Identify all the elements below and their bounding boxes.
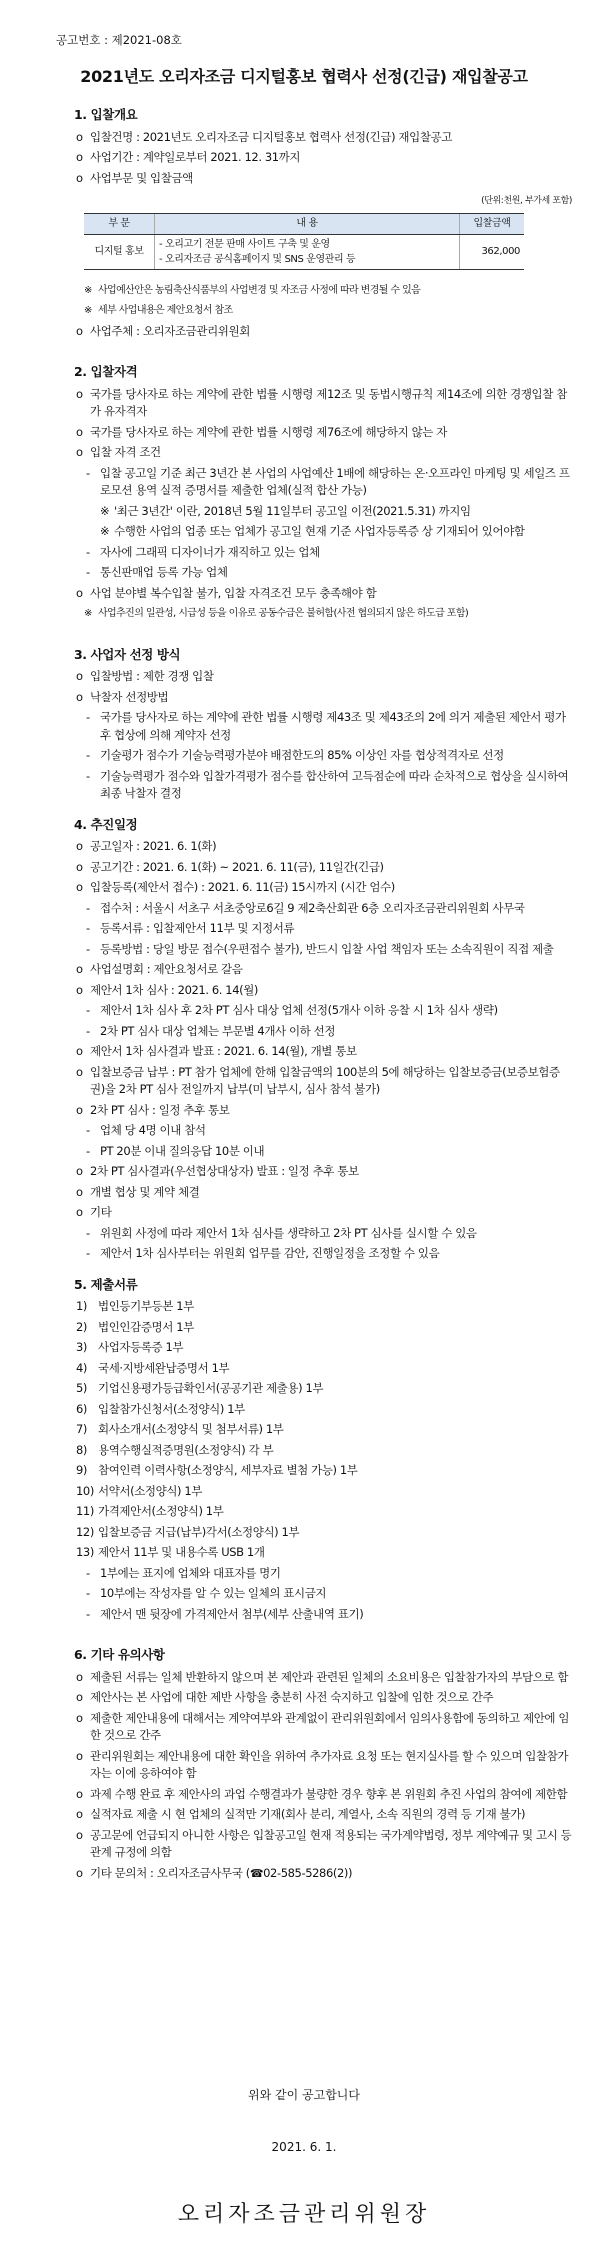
list-item bbox=[76, 1245, 574, 1263]
list-item bbox=[76, 444, 574, 462]
list-item bbox=[76, 689, 574, 707]
list-item bbox=[76, 386, 574, 421]
list-item-text: 기타 bbox=[90, 1205, 112, 1219]
bullet-marker: - bbox=[86, 921, 90, 935]
list-item-text: 법인인감증명서 1부 bbox=[98, 1319, 194, 1334]
list-item-text: 제안서 11부 및 내용수록 USB 1개 bbox=[98, 1545, 265, 1559]
list-item-text: 낙찰자 선정방법 bbox=[90, 689, 169, 704]
list-item bbox=[76, 1748, 574, 1783]
list-item bbox=[76, 605, 574, 623]
bullet-marker: - bbox=[86, 1023, 90, 1038]
bullet-marker: o bbox=[76, 1710, 83, 1725]
bullet-marker: - bbox=[86, 1565, 90, 1580]
list-item-text: 수행한 사업의 업종 또는 업체가 공고일 현재 기준 사업자등록증 상 기재되어 있어야함 bbox=[114, 524, 525, 538]
list-item-text: 입찰 공고일 기준 최근 3년간 본 사업의 사업예산 1배에 해당하는 온·오프라인 마케팅 및 세일즈 프로모션 용역 실적 증명서를 제출한 업체(실적 합산 가능) bbox=[100, 465, 570, 497]
list-item bbox=[76, 544, 574, 562]
amount-cell: 362,000 bbox=[460, 234, 525, 269]
section-title: 1. 입찰개요 bbox=[74, 107, 138, 122]
section-title: 4. 추진일정 bbox=[74, 816, 138, 832]
division-cell: 디지털 홍보 bbox=[84, 234, 155, 269]
bullet-marker: - bbox=[86, 544, 90, 559]
list-item bbox=[76, 1503, 574, 1521]
list-item-text: 기업신용평가등급확인서(공공기관 제출용) 1부 bbox=[98, 1381, 324, 1395]
table-header: 부 문 bbox=[84, 213, 155, 234]
section-items bbox=[76, 129, 574, 188]
bid-amount-table bbox=[84, 213, 524, 270]
bullet-marker: o bbox=[76, 1827, 83, 1842]
list-item bbox=[76, 1143, 574, 1161]
note-item bbox=[76, 302, 574, 320]
note-marker: ※ bbox=[84, 284, 92, 296]
list-item-text: 국가를 당사자로 하는 계약에 관한 법률 시행령 제76조에 해당하지 않는 자 bbox=[90, 424, 447, 439]
list-item bbox=[76, 1669, 574, 1687]
list-item-text: 공고기간 : 2021. 6. 1(화) ~ 2021. 6. 11(금), 11일간(긴급) bbox=[90, 859, 384, 874]
table-header: 입찰금액 bbox=[460, 213, 525, 234]
list-item-text: 입찰보증금 지급(납부)각서(소정양식) 1부 bbox=[98, 1524, 300, 1539]
list-item bbox=[76, 564, 574, 582]
list-item bbox=[76, 1827, 574, 1862]
note-marker: ※ bbox=[84, 305, 92, 316]
list-item bbox=[76, 149, 574, 167]
list-item bbox=[76, 1524, 574, 1542]
list-item-text: 등록서류 : 입찰제안서 11부 및 지정서류 bbox=[100, 921, 295, 935]
bullet-marker: o bbox=[76, 150, 83, 164]
section-title: 2. 입찰자격 bbox=[74, 364, 138, 379]
list-item bbox=[76, 1544, 574, 1562]
section-selection bbox=[76, 646, 574, 803]
section-items bbox=[76, 1298, 574, 1623]
list-item bbox=[76, 900, 574, 918]
section-items bbox=[76, 838, 574, 1263]
list-item-text: 접수처 : 서울시 서초구 서초중앙로6길 9 제2축산회관 6층 오리자조금관리위원회 사무국 bbox=[100, 900, 525, 915]
bullet-marker: o bbox=[76, 1044, 83, 1058]
list-item-text: 제안서 1차 심사 후 2차 PT 심사 대상 업체 선정(5개사 이하 응찰 시 1차 심사 생략) bbox=[100, 1003, 498, 1017]
bullet-marker: o bbox=[76, 880, 83, 894]
list-item-text: 사업주체 : 오리자조금관리위원회 bbox=[90, 323, 250, 338]
list-item bbox=[76, 709, 574, 744]
section-documents bbox=[76, 1276, 574, 1624]
list-item-text: 사업부문 및 입찰금액 bbox=[90, 170, 193, 185]
bullet-marker: 1) bbox=[76, 1299, 88, 1313]
list-item-text: 제출한 제안내용에 대해서는 계약여부와 관계없이 관리위원회에서 임의사용함에 동의하고 제안에 임한 것으로 간주 bbox=[90, 1710, 570, 1742]
list-item bbox=[76, 1204, 574, 1222]
list-item bbox=[76, 1380, 574, 1398]
list-item-text: 입찰보증금 납부 : PT 참가 업체에 한해 입찰금액의 100분의 5에 해당하는 입찰보증금(보증보험증권)을 2차 PT 심사 전일까지 납부(미 납부시, 심사 참석 불가) bbox=[90, 1064, 560, 1096]
list-item-text: 제안서 1차 심사 : 2021. 6. 14(월) bbox=[90, 982, 258, 997]
section-title: 3. 사업자 선정 방식 bbox=[74, 646, 181, 662]
bullet-marker: o bbox=[76, 386, 83, 401]
bullet-marker: 12) bbox=[76, 1524, 94, 1539]
contact-phone: 02-585-5286(2) bbox=[263, 1865, 348, 1880]
list-item-text: 참여인력 이력사항(소정양식, 세부자료 별첨 가능) 1부 bbox=[98, 1463, 358, 1477]
list-item-text: 통신판매업 등록 가능 업체 bbox=[100, 565, 228, 579]
table-row bbox=[84, 234, 524, 269]
table-header-row bbox=[84, 213, 524, 234]
bullet-marker: 2) bbox=[76, 1319, 88, 1334]
bullet-marker: - bbox=[86, 710, 90, 724]
bullet-marker: o bbox=[76, 129, 83, 144]
list-item bbox=[76, 1339, 574, 1357]
list-item-text: 기술평가 점수가 기술능력평가분야 배점한도의 85% 이상인 자를 협상적격자로 선정 bbox=[100, 748, 504, 762]
section-overview bbox=[76, 106, 574, 340]
bullet-marker: o bbox=[76, 962, 83, 976]
list-item-text: 관리위원회는 제안내용에 대한 확인을 위하여 추가자료 요청 또는 현지실사를 할 수 있으며 입찰참가자는 이에 응하여야 함 bbox=[90, 1748, 569, 1780]
list-item bbox=[76, 838, 574, 856]
bullet-marker: o bbox=[76, 585, 83, 600]
list-item-text: 사업설명회 : 제안요청서로 갈음 bbox=[90, 962, 243, 976]
bullet-marker: - bbox=[86, 768, 90, 783]
list-item-text: 입찰 자격 조건 bbox=[90, 445, 161, 459]
list-item-text: 업체 당 4명 이내 참석 bbox=[100, 1123, 206, 1137]
notice-body bbox=[76, 106, 574, 1885]
section-title: 6. 기타 유의사항 bbox=[74, 1647, 165, 1662]
list-item bbox=[76, 1565, 574, 1583]
list-item bbox=[76, 1689, 574, 1707]
bullet-marker: o bbox=[76, 445, 83, 459]
list-item bbox=[76, 1483, 574, 1501]
bullet-marker: - bbox=[86, 900, 90, 915]
bullet-marker: - bbox=[86, 465, 90, 480]
bullet-marker: - bbox=[86, 1586, 90, 1600]
bullet-marker: - bbox=[86, 1123, 90, 1137]
list-item bbox=[76, 1710, 574, 1745]
content-line: - 오리고기 전문 판매 사이트 구축 및 운영 bbox=[159, 238, 330, 250]
list-item-text: 2차 PT 심사결과(우선협상대상자) 발표 : 일정 추후 통보 bbox=[90, 1164, 359, 1178]
bullet-marker: - bbox=[86, 1003, 90, 1017]
bullet-marker: ※ bbox=[100, 524, 110, 538]
list-item-text: 개별 협상 및 계약 체결 bbox=[90, 1184, 200, 1199]
list-item-text: 사업자등록증 1부 bbox=[98, 1340, 184, 1354]
list-item bbox=[76, 1421, 574, 1439]
list-item-text: 서약서(소정양식) 1부 bbox=[98, 1483, 203, 1498]
list-item bbox=[76, 323, 574, 341]
list-item-text: 실적자료 제출 시 현 업체의 실적만 기재(회사 분리, 계열사, 소속 직원의 경력 등 기재 불가) bbox=[90, 1807, 526, 1821]
bullet-marker: - bbox=[86, 748, 90, 762]
bullet-marker: o bbox=[76, 1786, 83, 1801]
bullet-marker: 5) bbox=[76, 1381, 88, 1395]
bullet-marker: 9) bbox=[76, 1463, 88, 1477]
bullet-marker: o bbox=[76, 1064, 83, 1079]
bullet-marker: 10) bbox=[76, 1483, 94, 1498]
list-item-text: 입찰방법 : 제한 경쟁 입찰 bbox=[90, 669, 214, 683]
list-item-text: 입찰건명 : 2021년도 오리자조금 디지털홍보 협력사 선정(긴급) 재입찰공고 bbox=[90, 129, 452, 144]
bullet-marker: o bbox=[76, 839, 83, 853]
list-item bbox=[76, 523, 574, 541]
bullet-marker: 8) bbox=[76, 1442, 88, 1457]
list-item-text: 제안서 맨 뒷장에 가격제안서 첨부(세부 산출내역 표기) bbox=[100, 1606, 364, 1621]
section-notes bbox=[76, 282, 574, 320]
bullet-marker: o bbox=[76, 1690, 83, 1704]
list-item bbox=[76, 503, 574, 521]
list-item bbox=[76, 1360, 574, 1378]
list-item bbox=[76, 585, 574, 603]
list-item bbox=[76, 1043, 574, 1061]
bullet-marker: o bbox=[76, 1102, 83, 1117]
section-items bbox=[76, 386, 574, 623]
list-item-text: PT 20분 이내 질의응답 10분 이내 bbox=[100, 1143, 265, 1158]
list-item bbox=[76, 879, 574, 897]
list-item-text: 10부에는 작성자를 알 수 있는 일체의 표시금지 bbox=[100, 1586, 327, 1600]
content-cell bbox=[155, 234, 460, 269]
bullet-marker: o bbox=[76, 1164, 83, 1178]
bullet-marker: 7) bbox=[76, 1422, 88, 1436]
list-item bbox=[76, 1585, 574, 1603]
section-notices bbox=[76, 1646, 574, 1882]
bullet-marker: 3) bbox=[76, 1340, 88, 1354]
bullet-marker: o bbox=[76, 669, 83, 683]
list-item bbox=[76, 1163, 574, 1181]
bullet-marker: o bbox=[76, 323, 83, 338]
content-line: - 오리자조금 공식홈페이지 및 SNS 운영관리 등 bbox=[159, 253, 356, 265]
list-item-text: 과제 수행 완료 후 제안사의 과업 수행결과가 불량한 경우 향후 본 위원회 추진 사업의 참여에 제한함 bbox=[90, 1786, 568, 1801]
bullet-marker: - bbox=[86, 941, 90, 956]
list-item bbox=[76, 1102, 574, 1120]
issuer-name: 오리자조금관리위원장 bbox=[177, 2202, 431, 2227]
list-item-text: 제안서 1차 심사부터는 위원회 업무를 감안, 진행일정을 조정할 수 있음 bbox=[100, 1246, 440, 1260]
list-item bbox=[76, 424, 574, 442]
list-item bbox=[76, 1401, 574, 1419]
notice-number: 공고번호 : 제2021-08호 bbox=[56, 33, 182, 47]
list-item bbox=[76, 668, 574, 686]
list-item bbox=[76, 1462, 574, 1480]
table-header: 내 용 bbox=[155, 213, 460, 234]
unit-note: (단위:천원, 부가세 포함) bbox=[481, 196, 572, 206]
list-item-text: 입찰참가신청서(소정양식) 1부 bbox=[98, 1401, 245, 1416]
list-item-text: 제안사는 본 사업에 대한 제반 사항을 충분히 사전 숙지하고 입찰에 임한 것으로 간주 bbox=[90, 1690, 494, 1704]
list-item bbox=[76, 1786, 574, 1804]
bullet-marker: 11) bbox=[76, 1504, 94, 1518]
list-item-text: 2차 PT 심사 대상 업체는 부문별 4개사 이하 선정 bbox=[100, 1023, 336, 1038]
list-item-text: 국가를 당사자로 하는 계약에 관한 법률 시행령 제12조 및 동법시행규칙 제14조에 의한 경쟁입찰 참가 유자격자 bbox=[90, 386, 567, 418]
section-title: 5. 제출서류 bbox=[74, 1276, 138, 1292]
contact-item bbox=[76, 1865, 574, 1883]
list-item-text: 회사소개서(소정양식 및 첨부서류) 1부 bbox=[98, 1422, 284, 1436]
bullet-marker: 13) bbox=[76, 1545, 94, 1559]
bullet-marker: - bbox=[86, 1246, 90, 1260]
section-items bbox=[76, 1669, 574, 1862]
list-item-text: 사업기간 : 계약일로부터 2021. 12. 31까지 bbox=[90, 150, 301, 164]
bullet-marker: o bbox=[76, 982, 83, 997]
list-item bbox=[76, 982, 574, 1000]
list-item-text: 등록방법 : 당일 방문 접수(우편접수 불가), 반드시 입찰 사업 책임자 또는 소속직원이 직접 제출 bbox=[100, 941, 554, 956]
list-item bbox=[76, 1806, 574, 1824]
list-item bbox=[76, 129, 574, 147]
list-item-text: 공고문에 언급되지 아니한 사항은 입찰공고일 현재 적용되는 국가계약법령, 정부 계약예규 및 고시 등 관계 규정에 의함 bbox=[90, 1827, 572, 1859]
list-item bbox=[76, 961, 574, 979]
list-item bbox=[76, 920, 574, 938]
bullet-marker: o bbox=[76, 1807, 83, 1821]
contact-label: 기타 문의처 : 오리자조금사무국 ( bbox=[90, 1865, 250, 1880]
list-item-text: 제출된 서류는 일체 반환하지 않으며 본 제안과 관련된 일체의 소요비용은 입찰참가자의 부담으로 함 bbox=[90, 1669, 569, 1684]
list-item-text: 입찰등록(제안서 접수) : 2021. 6. 11(금) 15시까지 (시간 엄수) bbox=[90, 880, 395, 894]
list-item-text: 가격제안서(소정양식) 1부 bbox=[98, 1504, 224, 1518]
bullet-marker: - bbox=[86, 1606, 90, 1621]
list-item bbox=[76, 1225, 574, 1243]
list-item bbox=[76, 1298, 574, 1316]
phone-icon: ☎ bbox=[249, 1866, 264, 1880]
bullet-marker: o bbox=[76, 1205, 83, 1219]
bullet-marker: - bbox=[86, 565, 90, 579]
list-item-text: 자사에 그래픽 디자이너가 재직하고 있는 업체 bbox=[100, 544, 320, 559]
list-item bbox=[76, 1606, 574, 1624]
list-item bbox=[76, 1064, 574, 1099]
bullet-marker: 6) bbox=[76, 1401, 88, 1416]
bullet-marker: o bbox=[76, 1184, 83, 1199]
list-item bbox=[76, 1319, 574, 1337]
bullet-marker: 4) bbox=[76, 1360, 88, 1375]
notice-title: 2021년도 오리자조금 디지털홍보 협력사 선정(긴급) 재입찰공고 bbox=[80, 67, 528, 86]
bullet-marker: o bbox=[76, 859, 83, 874]
list-item-text: 제안서 1차 심사결과 발표 : 2021. 6. 14(월), 개별 통보 bbox=[90, 1044, 357, 1058]
bullet-marker: o bbox=[76, 170, 83, 185]
list-item-text: 국가를 당사자로 하는 계약에 관한 법률 시행령 제43조 및 제43조의 2에 의거 제출된 제안서 평가 후 협상에 의해 계약자 선정 bbox=[100, 710, 566, 742]
bullet-marker: - bbox=[86, 1225, 90, 1240]
list-item bbox=[76, 1184, 574, 1202]
list-item bbox=[76, 1122, 574, 1140]
list-item bbox=[76, 941, 574, 959]
list-item bbox=[76, 768, 574, 803]
list-item-text: 사업 분야별 복수입찰 불가, 입찰 자격조건 모두 충족해야 함 bbox=[90, 585, 377, 600]
list-item-text: 1부에는 표지에 업체와 대표자를 명기 bbox=[100, 1565, 281, 1580]
list-item-text: 2차 PT 심사 : 일정 추후 통보 bbox=[90, 1102, 230, 1117]
list-item-text: 공고일자 : 2021. 6. 1(화) bbox=[90, 839, 217, 853]
note-text: 사업예산안은 농림축산식품부의 사업변경 및 자조금 사정에 따라 변경될 수 있음 bbox=[98, 284, 421, 296]
section-schedule bbox=[76, 816, 574, 1263]
closing-text: 위와 같이 공고합니다 bbox=[248, 2088, 360, 2102]
list-item bbox=[76, 1023, 574, 1041]
bullet-marker: o bbox=[76, 689, 83, 704]
section-items bbox=[76, 668, 574, 803]
bullet-marker: - bbox=[86, 1143, 90, 1158]
contact-close: ) bbox=[347, 1865, 353, 1880]
note-text: 세부 사업내용은 제안요청서 참조 bbox=[98, 305, 233, 316]
bullet-marker: o bbox=[76, 1748, 83, 1763]
list-item bbox=[76, 170, 574, 188]
bullet-marker: ※ bbox=[100, 503, 110, 518]
list-item-text: '최근 3년간' 이란, 2018년 5월 11일부터 공고일 이전(2021.5.31) 까지임 bbox=[114, 503, 471, 518]
list-item-text: 국세·지방세완납증명서 1부 bbox=[98, 1360, 230, 1375]
list-item bbox=[76, 747, 574, 765]
list-item-text: 사업추진의 일관성, 시급성 등을 이유로 공동수급은 불허함(사전 협의되지 않은 하도급 포함) bbox=[98, 608, 469, 619]
list-item-text: 기술능력평가 점수와 입찰가격평가 점수를 합산하여 고득점순에 따라 순차적으로 협상을 실시하여 최종 낙찰자 결정 bbox=[100, 768, 569, 800]
section-eligibility bbox=[76, 363, 574, 623]
list-item-text: 법인등기부등본 1부 bbox=[98, 1299, 194, 1313]
list-item bbox=[76, 1002, 574, 1020]
list-item-text: 용역수행실적증명원(소정양식) 각 부 bbox=[98, 1442, 274, 1457]
bullet-marker: ※ bbox=[84, 608, 92, 619]
note-item bbox=[76, 282, 574, 300]
list-item bbox=[76, 1442, 574, 1460]
bullet-marker: o bbox=[76, 424, 83, 439]
list-item bbox=[76, 859, 574, 877]
notice-date: 2021. 6. 1. bbox=[271, 2140, 337, 2154]
bullet-marker: o bbox=[76, 1865, 83, 1880]
list-item bbox=[76, 465, 574, 500]
bullet-marker: o bbox=[76, 1669, 83, 1684]
list-item-text: 위원회 사정에 따라 제안서 1차 심사를 생략하고 2차 PT 심사를 실시할 수 있음 bbox=[100, 1225, 477, 1240]
